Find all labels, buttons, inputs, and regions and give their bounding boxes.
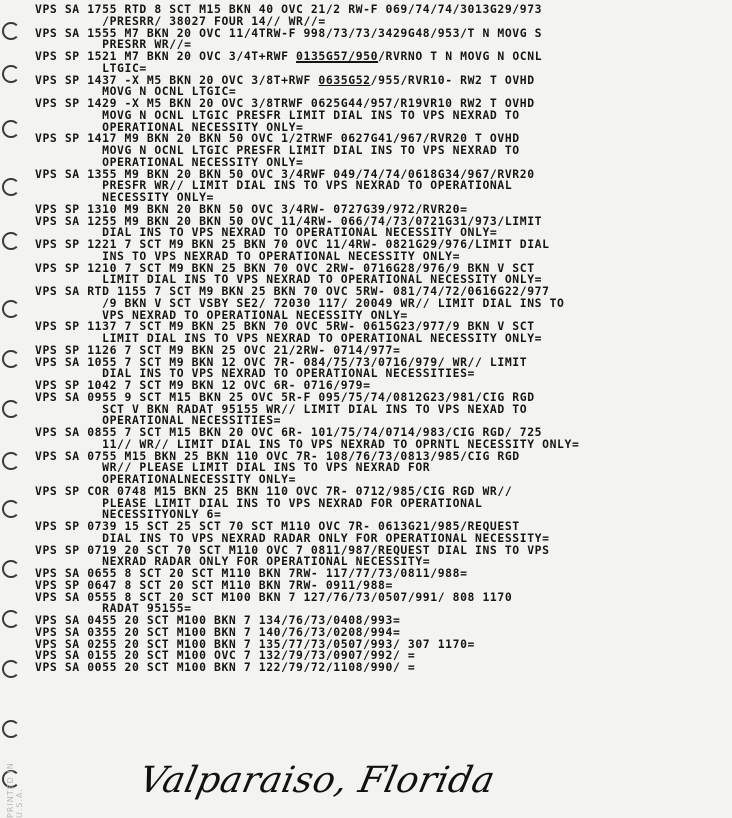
observation-line: VPS SA 0455 20 SCT M100 BKN 7 134/76/73/0408/993= [35,615,401,627]
binder-hole-icon [2,720,20,738]
observation-line: VPS NEXRAD TO OPERATIONAL NECESSITY ONLY= [35,309,408,322]
observation-line: VPS SP 0647 8 SCT 20 SCT M110 BKN 7RW- 0911/988= [35,579,393,592]
binder-hole-icon [2,178,20,196]
binder-hole-icon [2,120,20,138]
observation-line: LIMIT DIAL INS TO VPS NEXRAD TO OPERATIONAL NECESSITY ONLY= [35,333,543,345]
underlined-value: 0635G52 [318,74,371,87]
binder-hole-icon [2,560,20,578]
observation-line: LIMIT DIAL INS TO VPS NEXRAD TO OPERATIONAL NECESSITY ONLY= [35,274,543,286]
observation-line: LTGIC= [35,62,147,75]
observation-line: VPS SP 1417 M9 BKN 20 BKN 50 OVC 1/2TRWF 0627G41/967/RVR20 T OVHD [35,133,520,145]
observation-line: VPS SP 1126 7 SCT M9 BKN 25 OVC 21/2RW- 0714/977= [35,344,401,357]
observation-line: VPS SA 1055 7 SCT M9 BKN 12 OVC 7R- 084/75/73/0716/979/ WR// LIMIT [35,356,528,369]
observation-line: VPS SP 1310 M9 BKN 20 BKN 50 OVC 3/4RW- 0727G39/972/RVR20= [35,203,468,216]
observation-line: OPERATIONAL NECESSITY ONLY= [35,121,304,134]
observation-line: PLEASE LIMIT DIAL INS TO VPS NEXRAD FOR OPERATIONAL [35,497,483,510]
observation-line: VPS SA 0255 20 SCT M100 BKN 7 135/77/73/0507/993/ 307 1170= [35,638,476,651]
observation-line: WR// PLEASE LIMIT DIAL INS TO VPS NEXRAD FOR [35,462,431,474]
observation-line: VPS SA 0055 20 SCT M100 BKN 7 122/79/72/1108/990/ = [35,662,416,674]
binder-hole-icon [2,65,20,83]
observation-line: DIAL INS TO VPS NEXRAD RADAR ONLY FOR OPERATIONAL NECESSITY= [35,532,550,545]
binder-holes [0,0,24,818]
observation-line: DIAL INS TO VPS NEXRAD TO OPERATIONAL NECESSITY ONLY= [35,227,498,239]
binder-hole-icon [2,400,20,418]
observation-line: VPS SP COR 0748 M15 BKN 25 BKN 110 OVC 7R- 0712/985/CIG RGD WR// [35,485,513,498]
observation-line: VPS SP 0739 15 SCT 25 SCT 70 SCT M110 OVC 7R- 0613G21/985/REQUEST [35,521,520,533]
observation-line: VPS SP 1437 -X M5 BKN 20 OVC 3/8T+RWF 0635G52/955/RVR10- RW2 T OVHD [35,74,535,87]
observation-line: VPS SA 0155 20 SCT M100 OVC 7 132/79/73/0907/992/ = [35,650,416,662]
observation-line: NEXRAD RADAR ONLY FOR OPERATIONAL NECESSITY= [35,556,431,568]
observation-line: VPS SP 1137 7 SCT M9 BKN 25 BKN 70 OVC 5RW- 0615G23/977/9 BKN V SCT [35,321,535,333]
observation-line: MOVG N OCNL LTGIC PRESFR LIMIT DIAL INS TO VPS NEXRAD TO [35,145,520,157]
observation-line: VPS SA 0855 7 SCT M15 BKN 20 OVC 6R- 101/75/74/0714/983/CIG RGD/ 725 [35,427,543,439]
observation-line: VPS SA 0755 M15 BKN 25 BKN 110 OVC 7R- 108/76/73/0813/985/CIG RGD [35,450,520,463]
margin-stamp: PRINTED IN U.S.A. [6,762,24,818]
observation-line: OPERATIONAL NECESSITIES= [35,415,282,427]
observation-line: PRESRR WR//= [35,39,192,51]
observation-line: NECESSITYONLY 6= [35,509,222,521]
observation-line: /9 BKN V SCT VSBY SE2/ 72030 117/ 20049 WR// LIMIT DIAL INS TO [35,297,565,310]
handwritten-signature: Valparaiso, Florida [135,760,499,801]
observation-line: SCT V BKN RADAT 95155 WR// LIMIT DIAL INS TO VPS NEXAD TO [35,403,528,416]
observation-line: VPS SP 1042 7 SCT M9 BKN 12 OVC 6R- 0716/979= [35,380,371,392]
binder-hole-icon [2,350,20,368]
observation-line: VPS SP 0719 20 SCT 70 SCT M110 OVC 7 0811/987/REQUEST DIAL INS TO VPS [35,544,550,557]
binder-hole-icon [2,452,20,470]
observation-line: VPS SA 0955 9 SCT M15 BKN 25 OVC 5R-F 095/75/74/0812G23/981/CIG RGD [35,391,535,404]
observation-line: OPERATIONAL NECESSITY ONLY= [35,156,304,169]
observation-line: PRESFR WR// LIMIT DIAL INS TO VPS NEXRAD TO OPERATIONAL [35,180,513,192]
binder-hole-icon [2,22,20,40]
observation-line: /PRESRR/ 38027 FOUR 14// WR//= [35,15,326,28]
binder-hole-icon [2,610,20,628]
binder-hole-icon [2,500,20,518]
observation-line: VPS SA 1755 RTD 8 SCT M15 BKN 40 OVC 21/2 RW-F 069/74/74/3013G29/973 [35,4,543,16]
observation-line: MOVG N OCNL LTGIC= [35,86,237,98]
observation-line: MOVG N OCNL LTGIC PRESFR LIMIT DIAL INS TO VPS NEXRAD TO [35,109,520,122]
observation-line: VPS SA 0355 20 SCT M100 BKN 7 140/76/73/0208/994= [35,626,401,639]
observation-line: OPERATIONALNECESSITY ONLY= [35,474,297,486]
binder-hole-icon [2,660,20,678]
observation-line: VPS SA RTD 1155 7 SCT M9 BKN 25 BKN 70 OVC 5RW- 081/74/72/0616G22/977 [35,286,550,298]
observation-line: VPS SA 1255 M9 BKN 20 BKN 50 OVC 11/4RW- 066/74/73/0721G31/973/LIMIT [35,215,543,228]
weather-observation-list [35,4,730,674]
observation-line: DIAL INS TO VPS NEXRAD TO OPERATIONAL NECESSITIES= [35,368,476,380]
observation-line: VPS SA 0655 8 SCT 20 SCT M110 BKN 7RW- 117/77/73/0811/988= [35,568,468,580]
observation-line: 11// WR// LIMIT DIAL INS TO VPS NEXRAD TO OPRNTL NECESSITY ONLY= [35,438,580,451]
observation-line: VPS SP 1521 M7 BKN 20 OVC 3/4T+RWF 0135G57/950/RVRNO T N MOVG N OCNL [35,51,543,63]
observation-line: VPS SP 1210 7 SCT M9 BKN 25 BKN 70 OVC 2RW- 0716G28/976/9 BKN V SCT [35,262,535,275]
binder-hole-icon [2,300,20,318]
observation-line: RADAT 95155= [35,603,192,615]
observation-line: VPS SA 0555 8 SCT 20 SCT M100 BKN 7 127/76/73/0507/991/ 808 1170 [35,591,513,604]
observation-line: VPS SA 1555 M7 BKN 20 OVC 11/4TRW-F 998/73/73/3429G48/953/T N MOVG S [35,27,543,40]
observation-line: VPS SA 1355 M9 BKN 20 BKN 50 OVC 3/4RWF 049/74/74/0618G34/967/RVR20 [35,168,535,181]
observation-line: VPS SP 1429 -X M5 BKN 20 OVC 3/8TRWF 0625G44/957/R19VR10 RW2 T OVHD [35,98,535,110]
underlined-value: 0135G57/950 [296,51,379,63]
observation-line: INS TO VPS NEXRAD TO OPERATIONAL NECESSITY ONLY= [35,250,461,263]
observation-line: NECESSITY ONLY= [35,192,214,204]
binder-hole-icon [2,232,20,250]
observation-line: VPS SP 1221 7 SCT M9 BKN 25 BKN 70 OVC 11/4RW- 0821G29/976/LIMIT DIAL [35,239,550,251]
